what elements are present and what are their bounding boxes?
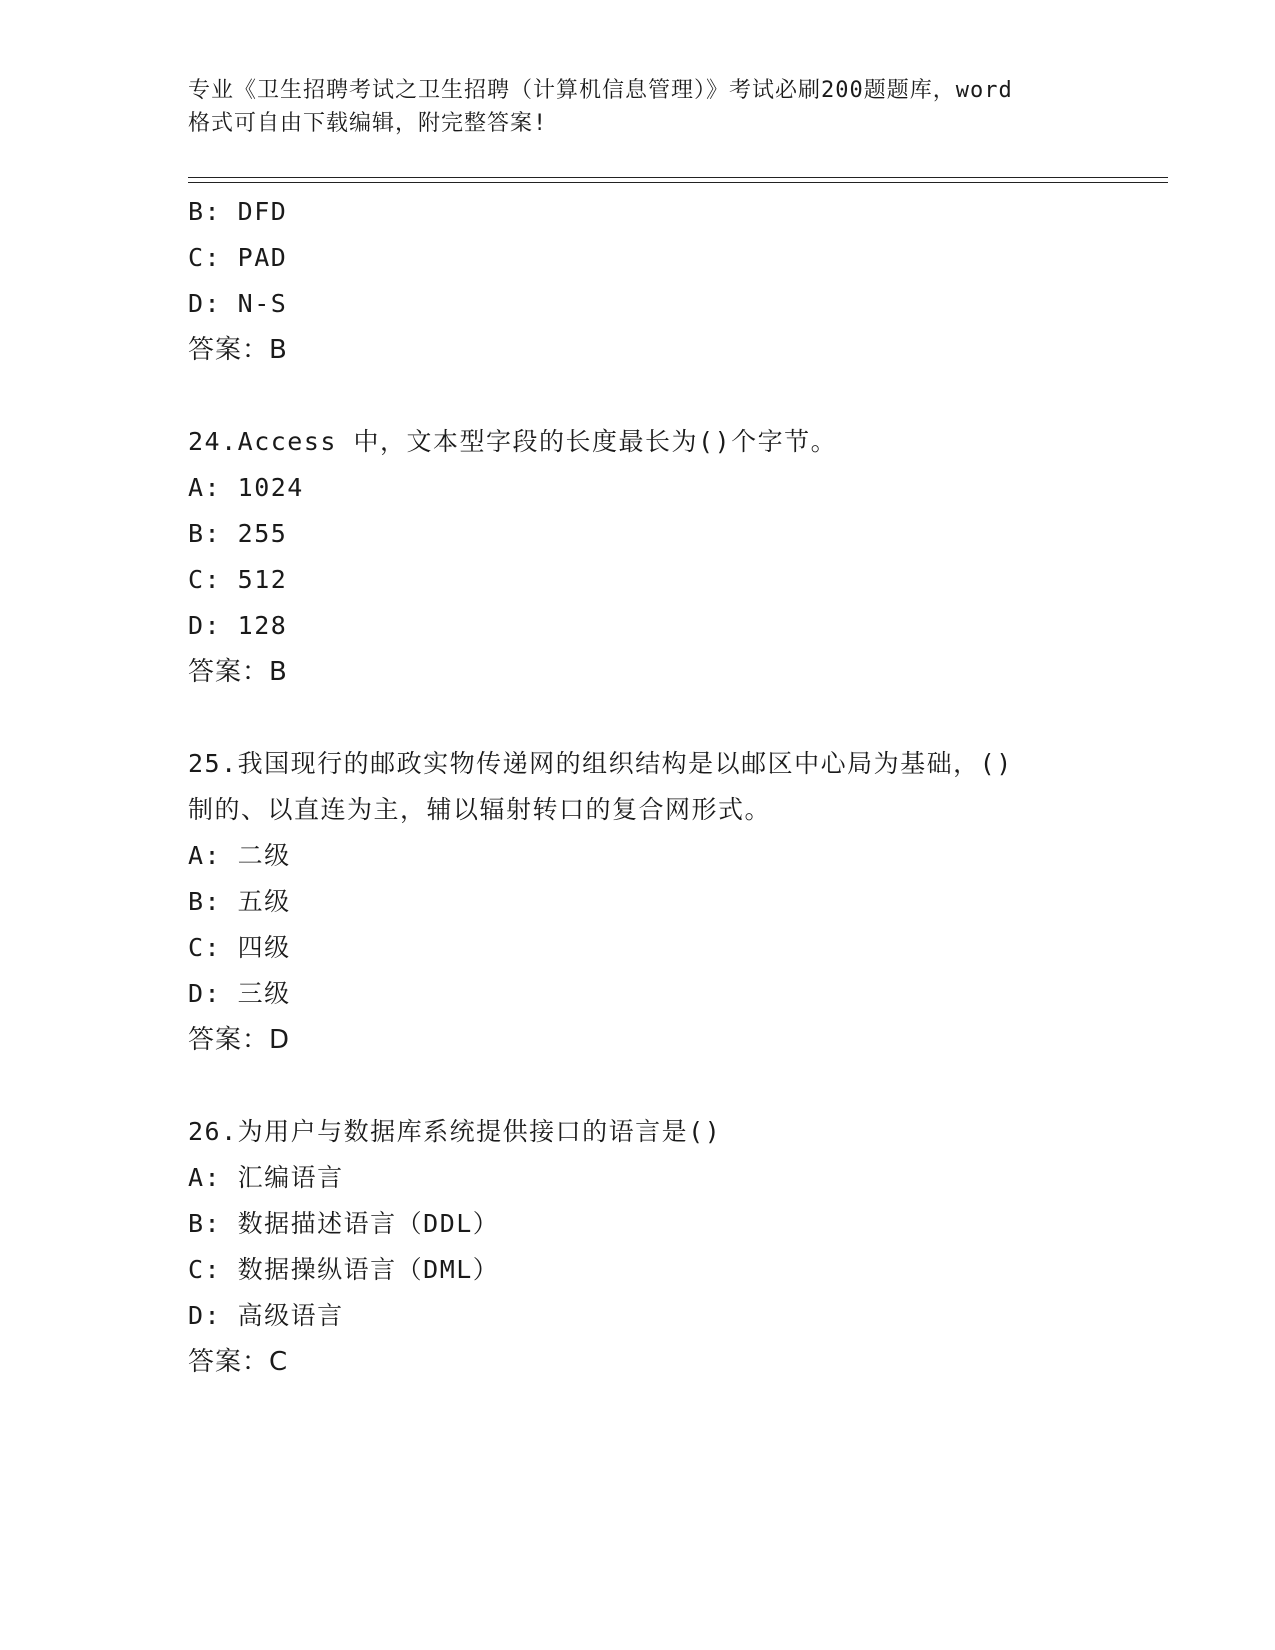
question-stem-line-2: 制的、以直连为主，辅以辐射转口的复合网形式。	[188, 795, 772, 824]
question-stem-line-1: 25.我国现行的邮政实物传递网的组织结构是以邮区中心局为基础，()	[188, 749, 1013, 778]
question-stem: 24.Access 中，文本型字段的长度最长为()个字节。	[188, 427, 838, 456]
option-b: B: 数据描述语言（DDL）	[188, 1209, 500, 1238]
question-26	[188, 1109, 1148, 1385]
answer: 答案：B	[188, 335, 288, 365]
question-24	[188, 419, 1148, 695]
question-stem: 26.为用户与数据库系统提供接口的语言是()	[188, 1117, 722, 1146]
option-d: D: 128	[188, 611, 288, 640]
option-a: A: 汇编语言	[188, 1163, 344, 1192]
spacer	[188, 695, 1148, 741]
option-d: D: 三级	[188, 979, 291, 1008]
option-b: B: 五级	[188, 887, 291, 916]
header-line-2: 格式可自由下载编辑，附完整答案!	[188, 111, 548, 136]
header-line-1: 专业《卫生招聘考试之卫生招聘（计算机信息管理）》考试必刷200题题库，word	[188, 78, 1013, 103]
option-c: C: PAD	[188, 243, 288, 272]
answer: 答案：D	[188, 1025, 291, 1055]
spacer	[188, 1063, 1148, 1109]
option-d: D: N-S	[188, 289, 288, 318]
document-header	[188, 74, 1108, 140]
option-c: C: 512	[188, 565, 288, 594]
question-23-tail	[188, 189, 1148, 373]
option-b: B: DFD	[188, 197, 288, 226]
header-rule-bottom	[188, 182, 1168, 183]
option-b: B: 255	[188, 519, 288, 548]
option-a: A: 1024	[188, 473, 304, 502]
header-rule-top	[188, 177, 1168, 178]
answer: 答案：B	[188, 657, 288, 687]
option-c: C: 四级	[188, 933, 291, 962]
option-d: D: 高级语言	[188, 1301, 344, 1330]
spacer	[188, 373, 1148, 419]
answer: 答案：C	[188, 1347, 289, 1377]
question-25	[188, 741, 1148, 1063]
option-c: C: 数据操纵语言（DML）	[188, 1255, 500, 1284]
question-content	[188, 189, 1148, 1385]
option-a: A: 二级	[188, 841, 291, 870]
